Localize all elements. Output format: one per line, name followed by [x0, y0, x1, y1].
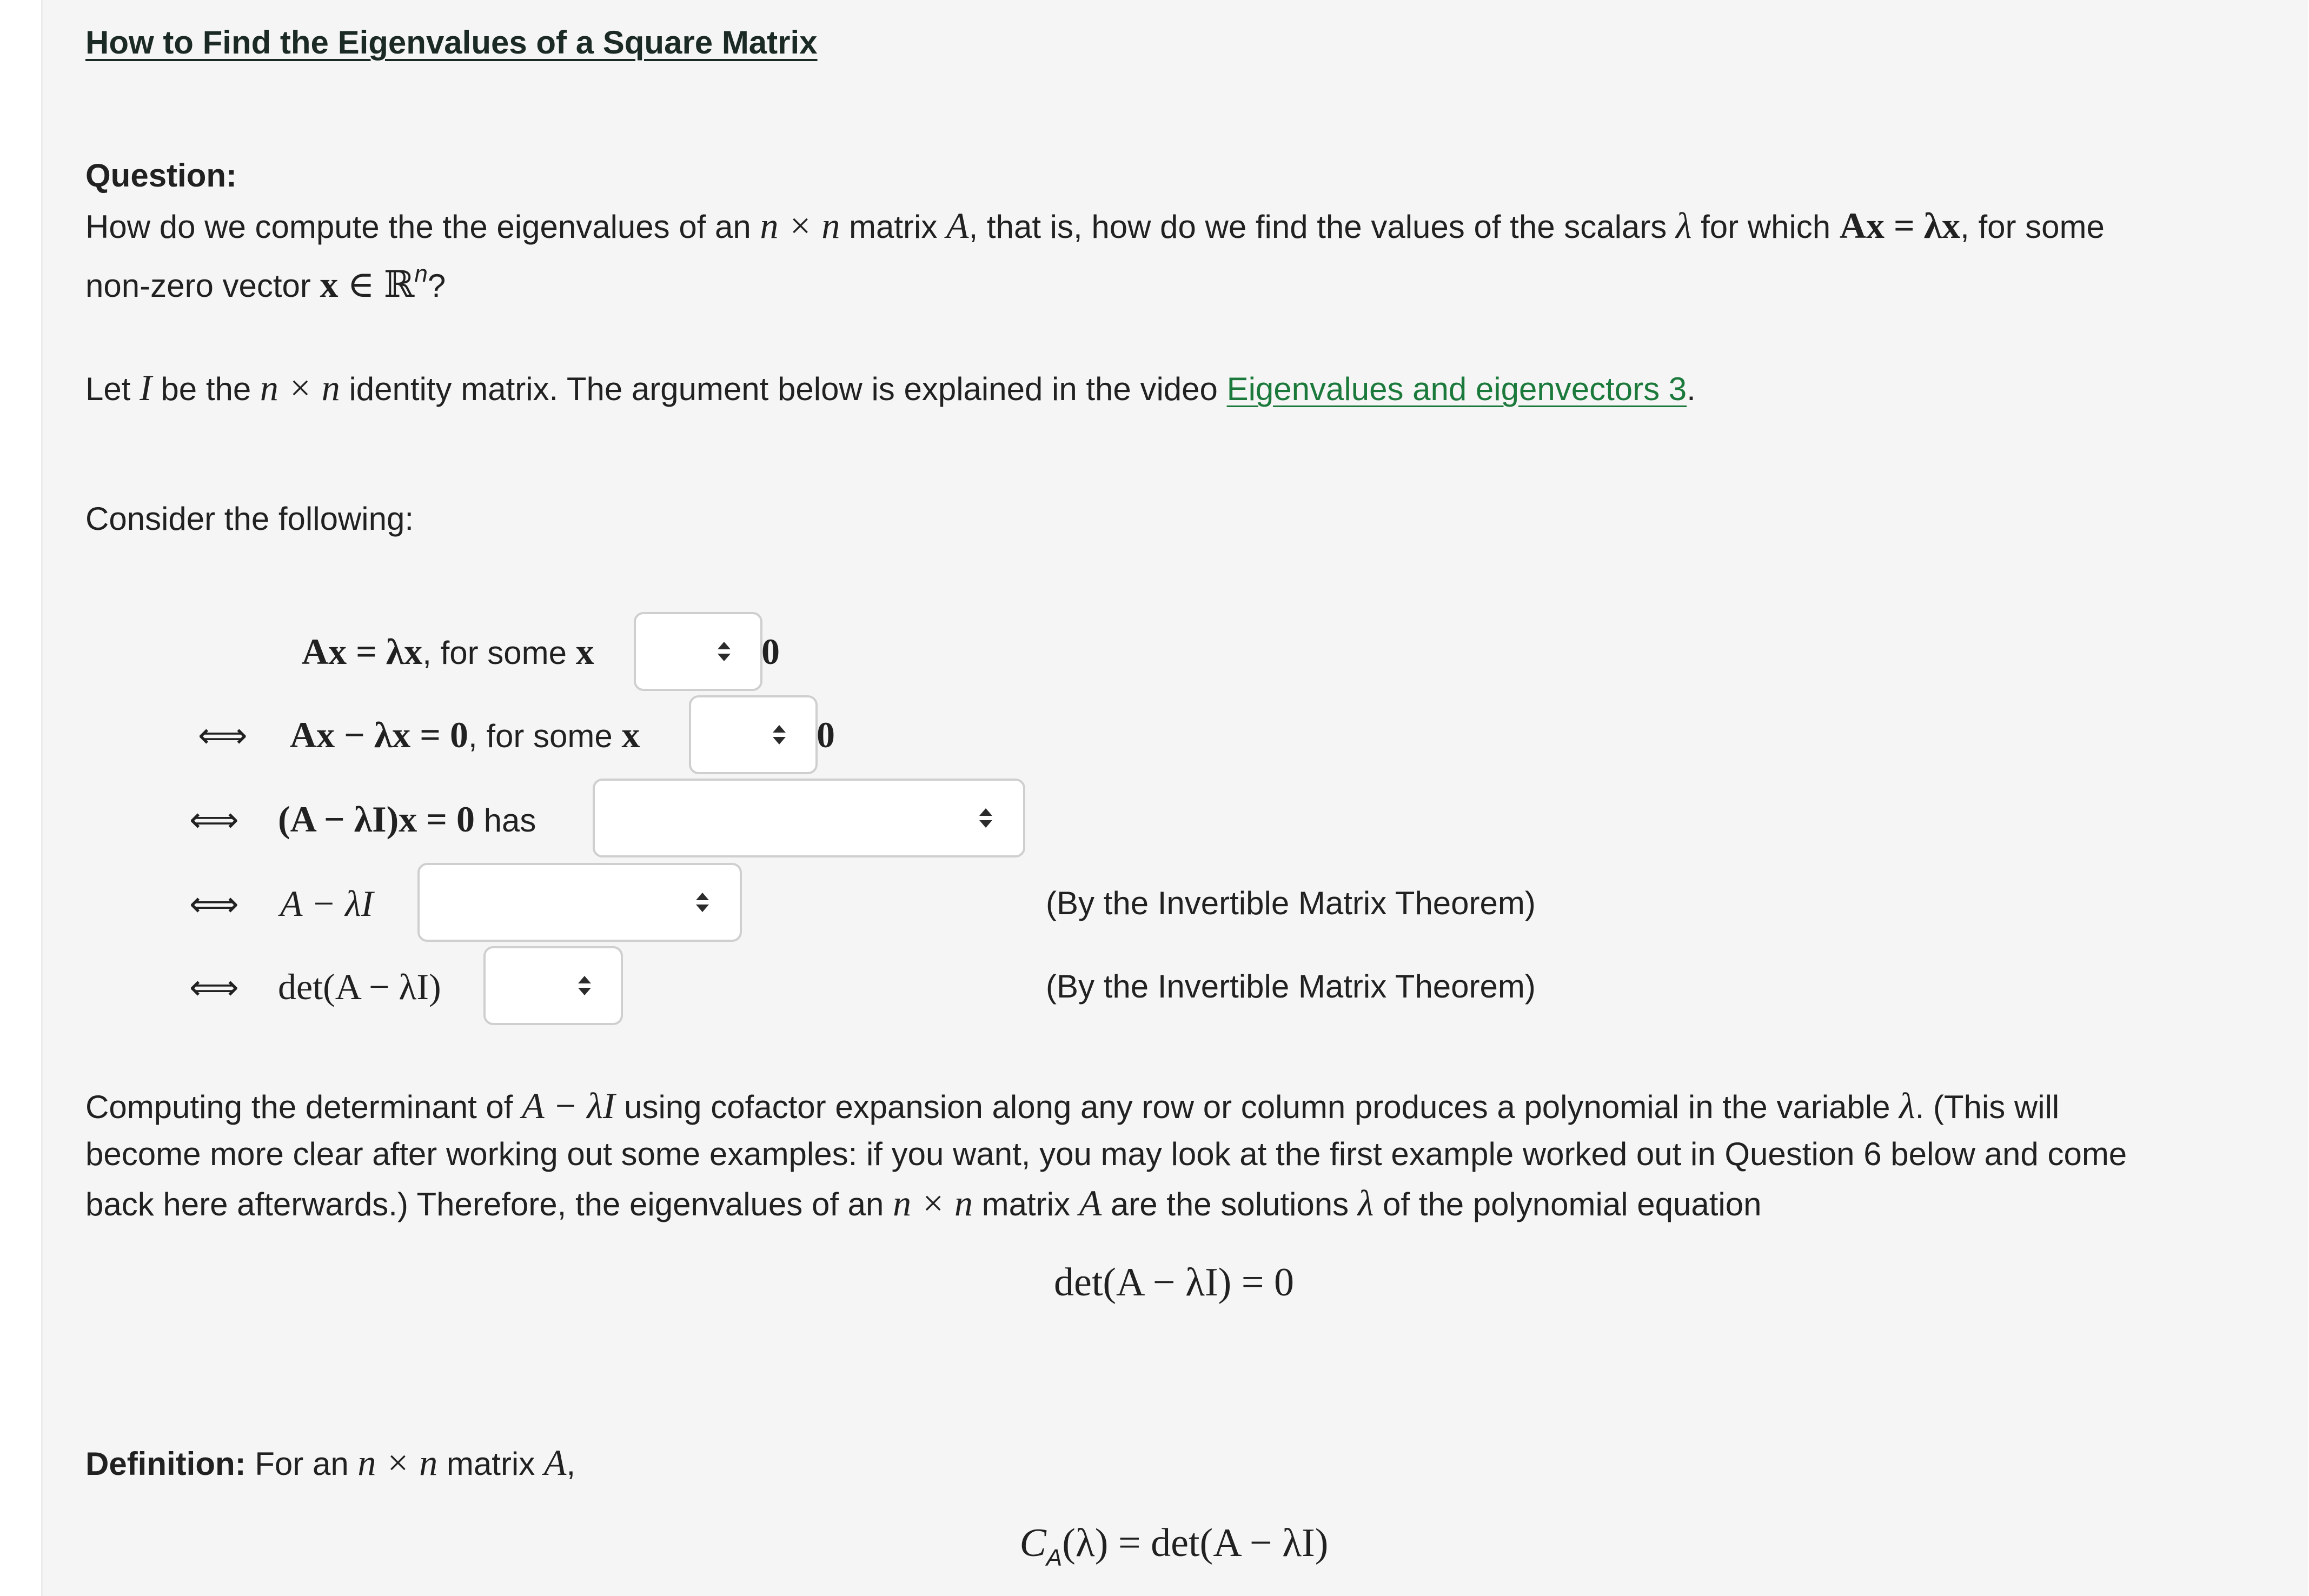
- math-x: x: [621, 714, 640, 755]
- page-title[interactable]: How to Find the Eigenvalues of a Square Matrix: [85, 24, 818, 61]
- relation-select-1[interactable]: [634, 612, 762, 691]
- row5-note: (By the Invertible Matrix Theorem): [1046, 968, 1536, 1005]
- characteristic-polynomial: [41, 1520, 2307, 1572]
- math-char-rest: (λ) = det(A − λI): [1062, 1521, 1329, 1565]
- relation-select-2[interactable]: [689, 695, 818, 774]
- text: .: [1687, 371, 1696, 407]
- math-C: C: [1019, 1521, 1046, 1565]
- text: ?: [427, 268, 446, 304]
- math-lambda: λ: [1899, 1085, 1915, 1126]
- iff-symbol: ⟺: [189, 885, 239, 925]
- text: How do we compute the the eigenvalues of an: [85, 209, 760, 245]
- math-lambda: λ: [1357, 1182, 1374, 1223]
- iff-symbol: ⟺: [189, 968, 239, 1008]
- determinant-select[interactable]: [483, 946, 623, 1025]
- text: for which: [1691, 209, 1840, 245]
- text: are the solutions: [1102, 1186, 1358, 1222]
- math-n-by-n: n × n: [893, 1182, 973, 1223]
- math-n-superscript: n: [414, 261, 428, 287]
- math-eigen-equation: Ax = λx: [1839, 205, 1961, 246]
- intro-line: [85, 363, 1696, 414]
- math-zero: 0: [450, 714, 469, 755]
- chevron-updown-icon: [716, 639, 732, 664]
- text: of the polynomial equation: [1374, 1186, 1762, 1222]
- text: For an: [246, 1446, 358, 1482]
- math-zero: 0: [456, 799, 475, 840]
- math-in-rn: ∈ ℝ: [338, 264, 415, 305]
- text: ,: [566, 1446, 576, 1482]
- question-line-2: [85, 250, 446, 310]
- math-x: x: [320, 264, 339, 305]
- text: has: [475, 802, 536, 839]
- row4-note: (By the Invertible Matrix Theorem): [1046, 885, 1536, 921]
- math-eq-det: det(A − λI) = 0: [1053, 1260, 1295, 1305]
- math-I: I: [140, 367, 152, 408]
- argument-row-5: [278, 962, 441, 1013]
- text: using cofactor expansion along any row or column produces a polynomial in the variable: [615, 1089, 1900, 1125]
- question-label: Question:: [85, 157, 237, 194]
- text: , for some: [468, 718, 622, 754]
- text: Let: [85, 371, 140, 407]
- math-row1-lhs: Ax = λx: [302, 631, 423, 672]
- chevron-updown-icon: [771, 722, 787, 748]
- definition-label: Definition:: [85, 1446, 246, 1482]
- consider-text: Consider the following:: [85, 501, 414, 537]
- text: back here afterwards.) Therefore, the eigenvalues of an: [85, 1186, 893, 1222]
- text: be the: [151, 371, 260, 407]
- characteristic-equation: [41, 1260, 2307, 1306]
- iff-symbol: ⟺: [198, 716, 248, 756]
- math-row4-lhs: A − λI: [280, 883, 374, 924]
- math-A-minus-lI: A − λI: [522, 1085, 615, 1126]
- math-n-by-n: n × n: [760, 205, 840, 246]
- math-zero: 0: [817, 714, 835, 755]
- text: matrix: [437, 1446, 544, 1482]
- chevron-updown-icon: [576, 973, 593, 999]
- argument-row-1: [302, 627, 594, 677]
- math-row2-lhs: Ax − λx =: [290, 714, 450, 755]
- computing-line-1: [85, 1081, 2059, 1132]
- text: matrix: [972, 1186, 1079, 1222]
- math-row5-lhs: det(A − λI): [278, 966, 441, 1007]
- iff-symbol: ⟺: [189, 800, 239, 840]
- computing-line-3: [85, 1179, 1761, 1229]
- math-row3-lhs: (A − λI)x =: [278, 799, 457, 840]
- math-C-subscript: A: [1046, 1545, 1063, 1571]
- video-link[interactable]: Eigenvalues and eigenvectors 3: [1226, 371, 1687, 407]
- text: , that is, how do we find the values of the scalars: [968, 209, 1676, 245]
- chevron-updown-icon: [978, 805, 994, 831]
- math-n-by-n: n × n: [260, 367, 340, 408]
- math-A: A: [946, 205, 969, 246]
- argument-row-4: [280, 879, 373, 929]
- math-n-by-n: n × n: [357, 1442, 438, 1483]
- computing-line-2: become more clear after working out some examples: if you want, you may look at the first example worked out in Question 6 below and come: [85, 1136, 2127, 1172]
- math-lambda: λ: [1675, 205, 1692, 246]
- argument-row-2: [290, 710, 640, 761]
- math-A: A: [543, 1442, 567, 1483]
- math-x: x: [575, 631, 594, 672]
- solution-type-select[interactable]: [593, 779, 1025, 857]
- definition-line: [85, 1438, 575, 1488]
- text: non-zero vector: [85, 268, 320, 304]
- question-line-1: [85, 201, 2105, 251]
- text: , for some: [1960, 209, 2105, 245]
- text: matrix: [840, 209, 947, 245]
- text: Computing the determinant of: [85, 1089, 522, 1125]
- chevron-updown-icon: [694, 889, 711, 915]
- argument-row-3: [278, 795, 536, 845]
- math-A: A: [1079, 1182, 1102, 1223]
- math-zero: 0: [761, 631, 780, 672]
- invertibility-select[interactable]: [417, 863, 742, 942]
- text: , for some: [422, 635, 576, 671]
- text: . (This will: [1915, 1089, 2060, 1125]
- text: identity matrix. The argument below is explained in the video: [340, 371, 1227, 407]
